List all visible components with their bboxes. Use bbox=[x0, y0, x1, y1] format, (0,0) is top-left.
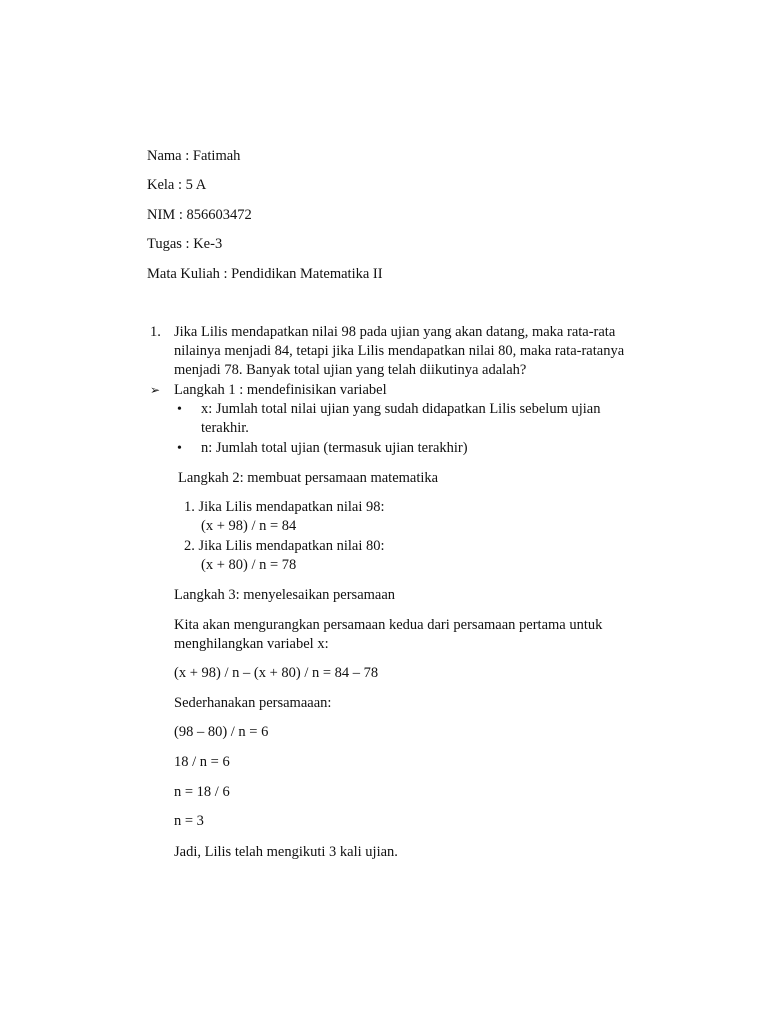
question-line: nilainya menjadi 84, tetapi jika Lilis mendapatkan nilai 80, maka rata-ratanya bbox=[174, 343, 625, 359]
question-number: 1. bbox=[150, 324, 161, 340]
bullet-text: x: Jumlah total nilai ujian yang sudah didapatkan Lilis sebelum ujian bbox=[201, 401, 601, 417]
step2-item-equation: (x + 80) / n = 78 bbox=[201, 557, 297, 573]
conclusion: Jadi, Lilis telah mengikuti 3 kali ujian. bbox=[174, 844, 398, 860]
assignment-number: Tugas : Ke-3 bbox=[147, 236, 223, 252]
step2-item-label: 2. Jika Lilis mendapatkan nilai 80: bbox=[184, 538, 385, 554]
step3-equation: (x + 98) / n – (x + 80) / n = 84 – 78 bbox=[174, 665, 379, 681]
student-nim: NIM : 856603472 bbox=[147, 207, 252, 223]
step2-item-label: 1. Jika Lilis mendapatkan nilai 98: bbox=[184, 499, 385, 515]
question-line: menjadi 78. Banyak total ujian yang telah diikutinya adalah? bbox=[174, 362, 527, 378]
step3-equation: (98 – 80) / n = 6 bbox=[174, 724, 269, 740]
step3-intro: Kita akan mengurangkan persamaan kedua dari persamaan pertama untuk bbox=[174, 617, 603, 633]
question-line: Jika Lilis mendapatkan nilai 98 pada ujian yang akan datang, maka rata-rata bbox=[174, 324, 616, 340]
bullet-icon: • bbox=[177, 441, 182, 456]
student-class: Kela : 5 A bbox=[147, 177, 207, 193]
step3-title: Langkah 3: menyelesaikan persamaan bbox=[174, 587, 396, 603]
arrow-bullet-icon: ➢ bbox=[150, 383, 161, 397]
step3-equation: 18 / n = 6 bbox=[174, 754, 230, 770]
step1-title: Langkah 1 : mendefinisikan variabel bbox=[174, 382, 387, 398]
bullet-text: n: Jumlah total ujian (termasuk ujian terakhir) bbox=[201, 440, 468, 456]
step3-equation: n = 3 bbox=[174, 813, 204, 829]
student-name: Nama : Fatimah bbox=[147, 148, 241, 164]
step3-simplify: Sederhanakan persamaaan: bbox=[174, 695, 332, 711]
step3-intro: menghilangkan variabel x: bbox=[174, 636, 329, 652]
step2-item-equation: (x + 98) / n = 84 bbox=[201, 518, 297, 534]
bullet-icon: • bbox=[177, 402, 182, 417]
step3-equation: n = 18 / 6 bbox=[174, 784, 230, 800]
bullet-text: terakhir. bbox=[201, 420, 249, 436]
step2-title: Langkah 2: membuat persamaan matematika bbox=[178, 470, 439, 486]
course-name: Mata Kuliah : Pendidikan Matematika II bbox=[147, 266, 383, 282]
